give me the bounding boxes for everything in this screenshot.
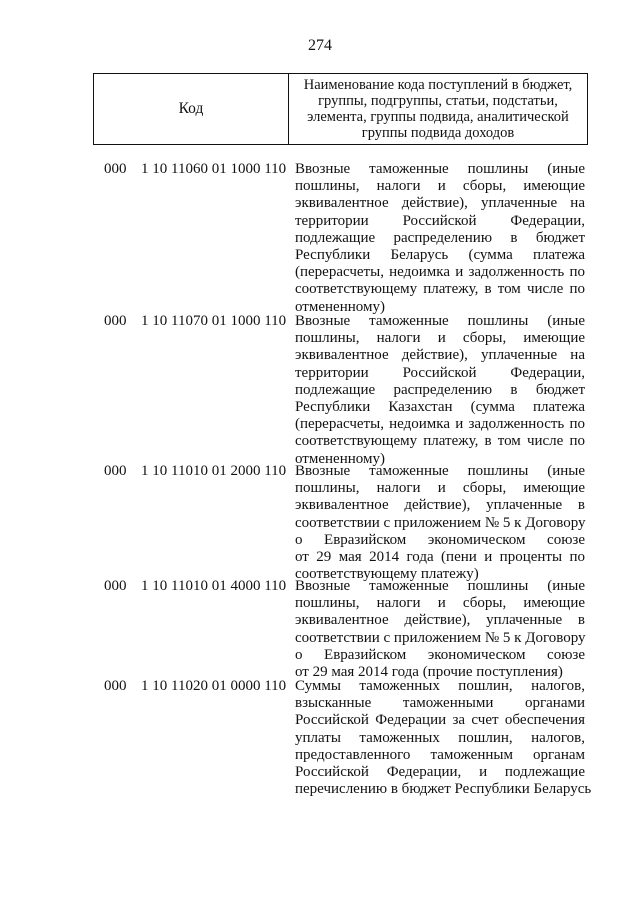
description-line: от 29 мая 2014 года (пени и проценты по: [295, 548, 585, 565]
description-line: предоставленного таможенным органам: [295, 746, 585, 763]
row-code: 1 10 11010 01 2000 110: [141, 463, 287, 479]
description-line: подлежащие распределению в бюджет: [295, 381, 585, 398]
row-code: 1 10 11070 01 1000 110: [141, 313, 287, 329]
description-line: пошлины, налоги и сборы, имеющие: [295, 480, 585, 497]
description-line: Суммы таможенных пошлин, налогов,: [295, 678, 585, 694]
row-code: 1 10 11060 01 1000 110: [141, 161, 287, 177]
description-line: отмененному): [295, 298, 385, 315]
row-prefix: 000: [104, 313, 127, 329]
description-line: Республики Беларусь (сумма платежа: [295, 246, 585, 263]
description-line: пошлины, налоги и сборы, имеющие: [295, 595, 585, 612]
description-line: эквивалентное действие), уплаченные в: [295, 497, 585, 514]
description-line: перечислению в бюджет Республики Беларусь: [295, 781, 592, 798]
description-line: отмененному): [295, 450, 385, 467]
row-description: [295, 161, 585, 316]
row-description: [295, 678, 592, 798]
description-line: пошлины, налоги и сборы, имеющие: [295, 178, 585, 195]
description-line: Республики Казахстан (сумма платежа: [295, 398, 585, 415]
description-line: соответствующему платежу, в том числе по: [295, 433, 585, 450]
row-code: 1 10 11010 01 4000 110: [141, 578, 287, 594]
description-line: территории Российской Федерации,: [295, 364, 585, 381]
description-line: эквивалентное действие), уплаченные на: [295, 347, 585, 364]
description-line: Российской Федерации за счет обеспечения: [295, 712, 585, 729]
description-line: эквивалентное действие), уплаченные на: [295, 195, 585, 212]
description-line: подлежащие распределению в бюджет: [295, 229, 585, 246]
description-line: (перерасчеты, недоимка и задолженность по: [295, 264, 585, 281]
description-line: о Евразийском экономическом союзе: [295, 531, 585, 548]
description-line: Ввозные таможенные пошлины (иные: [295, 463, 585, 479]
row-description: [295, 578, 585, 681]
description-line: соответствии с приложением № 5 к Договору: [295, 629, 586, 646]
description-line: соответствии с приложением № 5 к Договору: [295, 514, 586, 531]
table-header: [93, 73, 588, 145]
description-line: эквивалентное действие), уплаченные в: [295, 612, 585, 629]
description-line: Российской Федерации, и подлежащие: [295, 763, 585, 780]
description-line: соответствующему платежу, в том числе по: [295, 281, 585, 298]
row-prefix: 000: [104, 161, 127, 177]
description-line: Ввозные таможенные пошлины (иные: [295, 578, 585, 594]
description-line: уплаты таможенных пошлин, налогов,: [295, 729, 585, 746]
description-line: соответствующему платежу): [295, 566, 479, 583]
description-line: взысканные таможенными органами: [295, 695, 585, 712]
row-prefix: 000: [104, 578, 127, 594]
description-line: (перерасчеты, недоимка и задолженность по: [295, 416, 585, 433]
description-line: пошлины, налоги и сборы, имеющие: [295, 330, 585, 347]
description-line: Ввозные таможенные пошлины (иные: [295, 313, 585, 329]
row-description: [295, 463, 585, 583]
description-line: территории Российской Федерации,: [295, 212, 585, 229]
description-line: о Евразийском экономическом союзе: [295, 646, 585, 663]
row-code: 1 10 11020 01 0000 110: [141, 678, 287, 694]
row-description: [295, 313, 585, 468]
header-name-label: Наименование кода поступлений в бюджет, группы, подгруппы, статьи, подстатьи, элемента, группы подвида, аналитической группы подвида доходов: [303, 77, 573, 141]
description-line: Ввозные таможенные пошлины (иные: [295, 161, 585, 177]
header-code-label: Код: [94, 74, 289, 144]
description-line: от 29 мая 2014 года (прочие поступления): [295, 663, 563, 680]
row-prefix: 000: [104, 678, 127, 694]
row-prefix: 000: [104, 463, 127, 479]
page-number: 274: [308, 37, 332, 54]
